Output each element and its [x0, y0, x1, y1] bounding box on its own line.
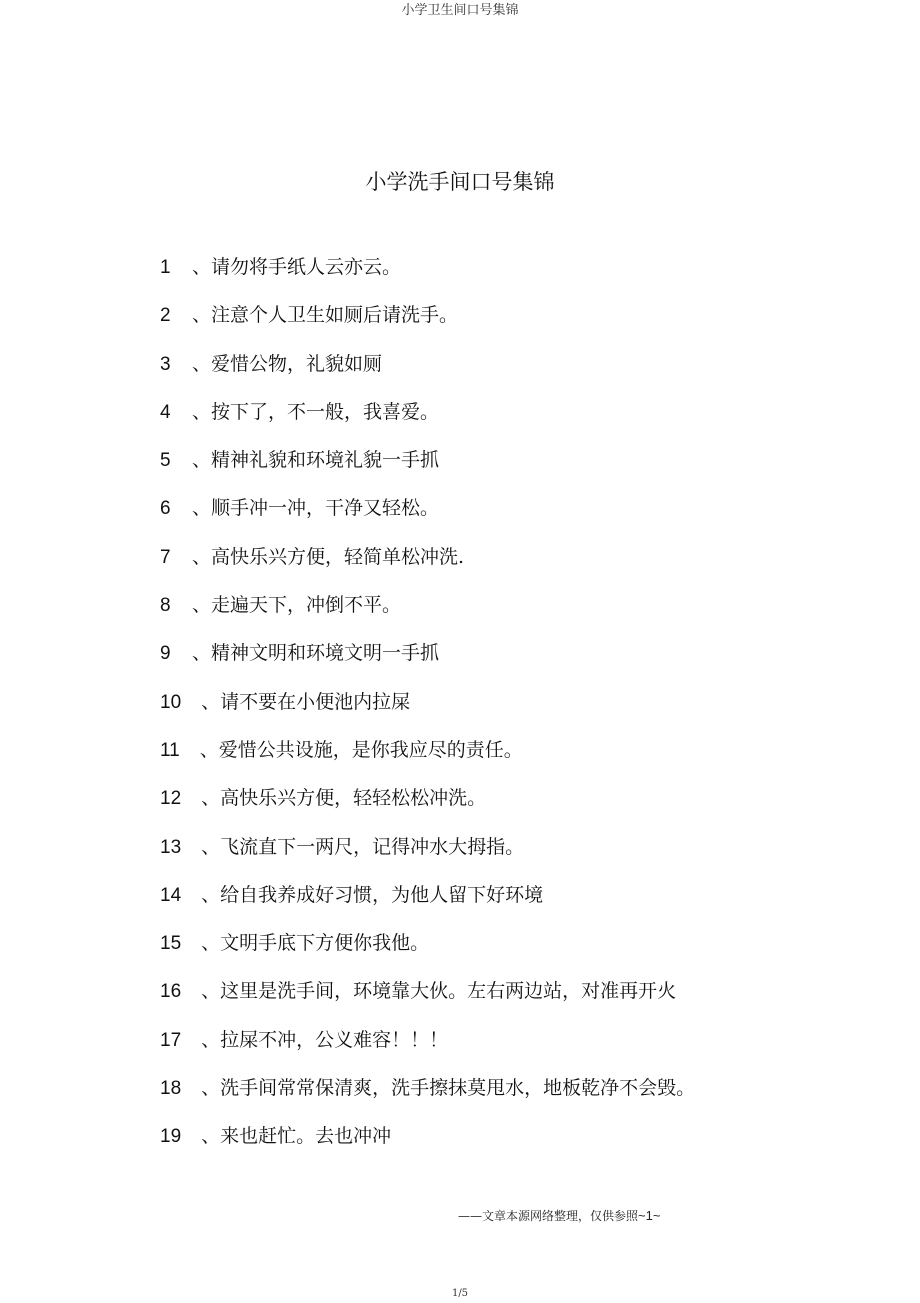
page-indicator: 1/5	[451, 1288, 469, 1299]
slogan-text: 、这里是洗手间，环境靠大伙。左右两边站，对准再开火	[201, 980, 677, 1003]
slogan-text: 、给自我养成好习惯，为他人留下好环境	[201, 883, 544, 906]
slogan-number: 6	[160, 498, 171, 520]
slogan-number: 14	[160, 884, 182, 906]
list-item	[160, 349, 880, 397]
list-item	[160, 638, 880, 686]
slogan-text: 、飞流直下一两尺，记得冲水大拇指。	[201, 835, 525, 858]
list-item	[160, 928, 880, 976]
slogan-number: 3	[160, 353, 171, 375]
slogan-list	[160, 252, 880, 1170]
document-title: 小学洗手间口号集锦	[365, 170, 555, 194]
slogan-text: 、精神礼貌和环境礼貌一手抓	[192, 449, 440, 472]
slogan-text: 、洗手间常常保清爽，洗手擦抹莫甩水，地板乾净不会毁。	[201, 1077, 696, 1100]
list-item	[160, 445, 880, 493]
slogan-number: 16	[160, 981, 182, 1003]
list-item	[160, 976, 880, 1024]
list-item	[160, 783, 880, 831]
list-item	[160, 590, 880, 638]
slogan-text: 、来也赶忙。去也冲冲	[201, 1125, 392, 1148]
slogan-number: 5	[160, 450, 171, 472]
page-marker: ~1~	[638, 1208, 661, 1223]
list-item	[160, 252, 880, 300]
slogan-number: 9	[160, 643, 171, 665]
list-item	[160, 1073, 880, 1121]
running-header: 小学卫生间口号集锦	[401, 3, 519, 18]
list-item	[160, 832, 880, 880]
slogan-number: 18	[160, 1078, 182, 1100]
footer-note-text: ——文章本源网络整理，仅供参照	[458, 1209, 639, 1223]
slogan-number: 17	[160, 1029, 182, 1051]
slogan-text: 、高快乐兴方便，轻简单松冲洗.	[192, 545, 465, 568]
slogan-number: 11	[160, 739, 180, 761]
slogan-text: 、走遍天下，冲倒不平。	[192, 594, 402, 617]
slogan-number: 1	[160, 257, 171, 278]
list-item	[160, 880, 880, 928]
list-item	[160, 1121, 880, 1169]
slogan-text: 、高快乐兴方便，轻轻松松冲洗。	[201, 787, 487, 810]
slogan-text: 、拉屎不冲，公义难容！！！	[201, 1028, 449, 1051]
slogan-text: 、按下了，不一般，我喜爱。	[192, 400, 440, 423]
list-item	[160, 493, 880, 541]
list-item	[160, 397, 880, 445]
slogan-number: 10	[160, 691, 182, 713]
slogan-number: 7	[160, 546, 171, 568]
slogan-number: 12	[160, 788, 182, 810]
slogan-text: 、爱惜公物，礼貌如厕	[192, 352, 383, 375]
slogan-number: 13	[160, 836, 182, 858]
slogan-text: 、注意个人卫生如厕后请洗手。	[192, 304, 459, 327]
list-item	[160, 1025, 880, 1073]
list-item	[160, 687, 880, 735]
slogan-text: 、请不要在小便池内拉屎	[201, 690, 411, 713]
list-item	[160, 300, 880, 348]
slogan-text: 、顺手冲一冲，干净又轻松。	[192, 497, 440, 520]
slogan-number: 2	[160, 305, 171, 327]
slogan-number: 19	[160, 1126, 182, 1148]
slogan-text: 、请勿将手纸人云亦云。	[192, 256, 402, 278]
slogan-text: 、爱惜公共设施，是你我应尽的责任。	[199, 738, 523, 761]
list-item	[160, 735, 880, 783]
list-item	[160, 542, 880, 590]
slogan-text: 、精神文明和环境文明一手抓	[192, 642, 440, 665]
footer-note	[458, 1207, 660, 1225]
slogan-number: 8	[160, 595, 171, 617]
slogan-text: 、文明手底下方便你我他。	[201, 932, 430, 955]
slogan-number: 15	[160, 933, 182, 955]
slogan-number: 4	[160, 401, 171, 423]
